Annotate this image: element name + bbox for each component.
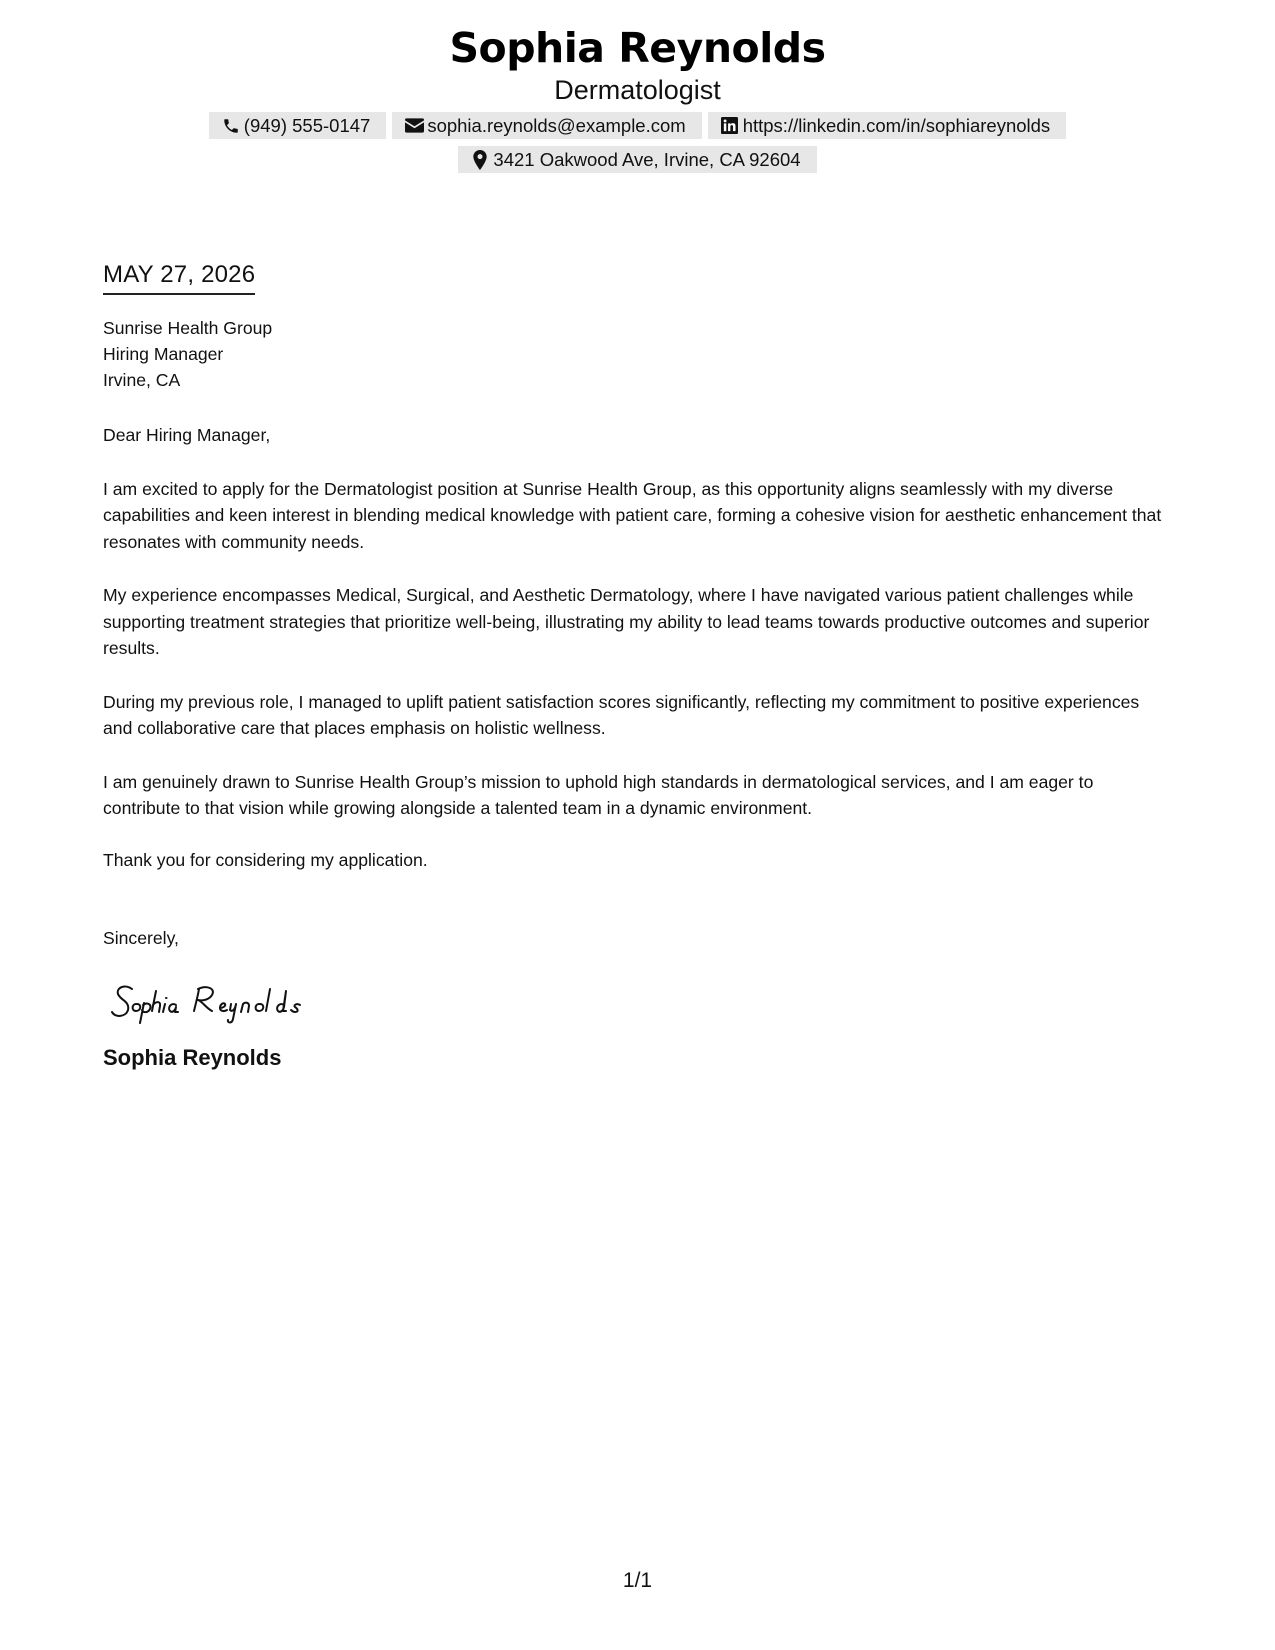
letter-date: MAY 27, 2026 (103, 258, 255, 295)
signer-name: Sophia Reynolds (103, 1044, 282, 1070)
phone-icon (221, 116, 241, 136)
linkedin-icon (720, 116, 740, 136)
page-number: 1/1 (622, 1569, 653, 1592)
linkedin-chip[interactable] (708, 112, 1066, 139)
address-row (0, 146, 1275, 173)
letter-body (103, 258, 1173, 1072)
address-text: 3421 Oakwood Ave, Irvine, CA 92604 (493, 148, 801, 170)
map-marker-icon (470, 150, 490, 170)
email-chip[interactable] (392, 112, 701, 139)
linkedin-link[interactable]: https://linkedin.com/in/sophiareynolds (742, 114, 1051, 136)
body-paragraph: My experience encompasses Medical, Surgical, and Aesthetic Dermatology, where I have navigated various patient challenges while supporting treatment strategies that prioritize well-being, illustrating my ability to lead teams towards productive outcomes and superior results. (103, 585, 1150, 658)
signoff: Sincerely, (103, 928, 179, 948)
body-paragraph: I am excited to apply for the Dermatologist position at Sunrise Health Group, as this opportunity aligns seamlessly with my diverse capabilities and keen interest in blending medical knowledge with patient care, forming a cohesive vision for aesthetic enhancement that resonates with community needs. (103, 478, 1162, 552)
closing-line: Thank you for considering my application. (103, 849, 428, 870)
handwritten-signature (110, 977, 1173, 1027)
letter-header (0, 22, 1275, 173)
applicant-name: Sophia Reynolds (449, 24, 826, 72)
recipient-company: Sunrise Health Group (103, 318, 273, 338)
phone-chip (209, 112, 387, 139)
applicant-title: Dermatologist (554, 75, 721, 105)
phone-text: (949) 555-0147 (243, 114, 371, 136)
recipient-location: Irvine, CA (103, 370, 181, 390)
envelope-icon (404, 116, 424, 136)
address-chip (458, 146, 816, 173)
contact-row (0, 112, 1275, 139)
salutation: Dear Hiring Manager, (103, 425, 271, 445)
recipient-block (103, 315, 1173, 393)
body-paragraph: During my previous role, I managed to uplift patient satisfaction scores significantly, reflecting my commitment to positive experiences and collaborative care that places emphasis on holistic wellness. (103, 691, 1140, 738)
email-link[interactable]: sophia.reynolds@example.com (427, 114, 686, 136)
recipient-role: Hiring Manager (103, 344, 224, 364)
body-paragraph: I am genuinely drawn to Sunrise Health Group’s mission to uphold high standards in dermatological services, and I am eager to contribute to that vision while growing alongside a talented team in a dynamic environment. (103, 771, 1094, 818)
